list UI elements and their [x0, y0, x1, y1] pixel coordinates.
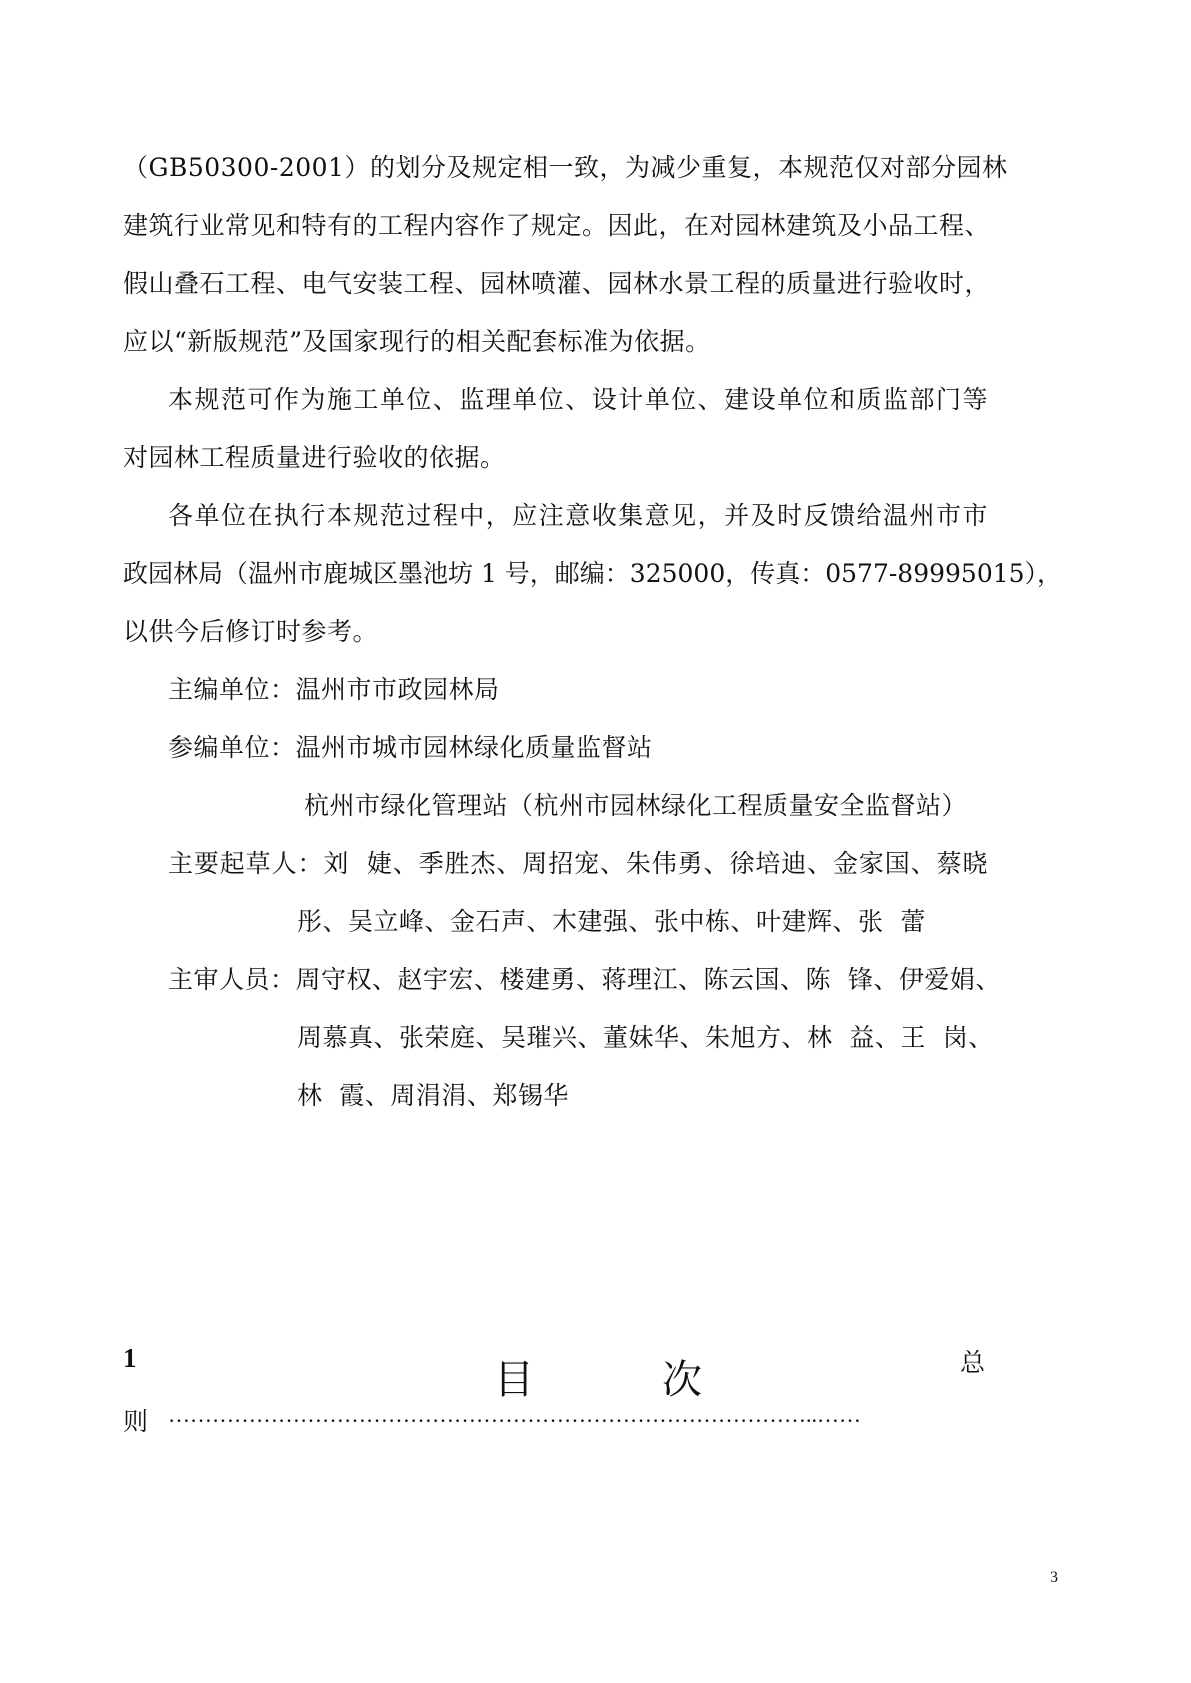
paragraph-3-line-3: 以供今后修订时参考。 [123, 617, 379, 646]
drafters-line-1: 主要起草人：刘 婕、季胜杰、周招宠、朱伟勇、徐培迪、金家国、蔡晓 [168, 849, 988, 878]
paragraph-3-line-2: 政园林局（温州市鹿城区墨池坊 1 号，邮编：325000，传真：0577-89995015）， [123, 559, 1063, 588]
toc-entry-number[interactable]: 1 [123, 1343, 137, 1373]
paragraph-1-line-3: 假山叠石工程、电气安装工程、园林喷灌、园林水景工程的质量进行验收时， [123, 269, 991, 298]
participating-unit-2: 杭州市绿化管理站（杭州市园林绿化工程质量安全监督站） [304, 791, 968, 820]
paragraph-3-line-1: 各单位在执行本规范过程中，应注意收集意见，并及时反馈给温州市市 [168, 501, 988, 530]
reviewers-line-3: 林 霞、周涓涓、郑锡华 [297, 1081, 569, 1110]
drafters-line-2: 彤、吴立峰、金石声、木建强、张中栋、叶建辉、张 蕾 [297, 907, 926, 936]
page-number: 3 [1050, 1569, 1058, 1586]
chief-unit: 主编单位：温州市市政园林局 [168, 675, 500, 704]
toc-entry-title-end[interactable]: 总 [960, 1348, 986, 1377]
paragraph-2-line-2: 对园林工程质量进行验收的依据。 [123, 443, 506, 472]
paragraph-1-line-2: 建筑行业常见和特有的工程内容作了规定。因此，在对园林建筑及小品工程、 [123, 211, 991, 240]
toc-entry-leader: ……………………………………………………………………………..…… [168, 1402, 861, 1427]
paragraph-1-line-4: 应以“新版规范”及国家现行的相关配套标准为依据。 [123, 327, 711, 356]
paragraph-1-line-1: （GB50300-2001）的划分及规定相一致，为减少重复，本规范仅对部分园林 [123, 153, 1008, 182]
toc-title-left: 目 [494, 1357, 534, 1403]
reviewers-line-1: 主审人员：周守权、赵宇宏、楼建勇、蒋理江、陈云国、陈 锋、伊爱娟、 [168, 965, 1001, 994]
toc-title-right: 次 [662, 1357, 702, 1403]
participating-unit-1: 参编单位：温州市城市园林绿化质量监督站 [168, 733, 653, 762]
paragraph-2-line-1: 本规范可作为施工单位、监理单位、设计单位、建设单位和质监部门等 [168, 385, 988, 414]
reviewers-line-2: 周慕真、张荣庭、吴璀兴、董妹华、朱旭方、林 益、王 岗、 [297, 1023, 994, 1052]
toc-entry-title-start[interactable]: 则 [123, 1407, 149, 1436]
